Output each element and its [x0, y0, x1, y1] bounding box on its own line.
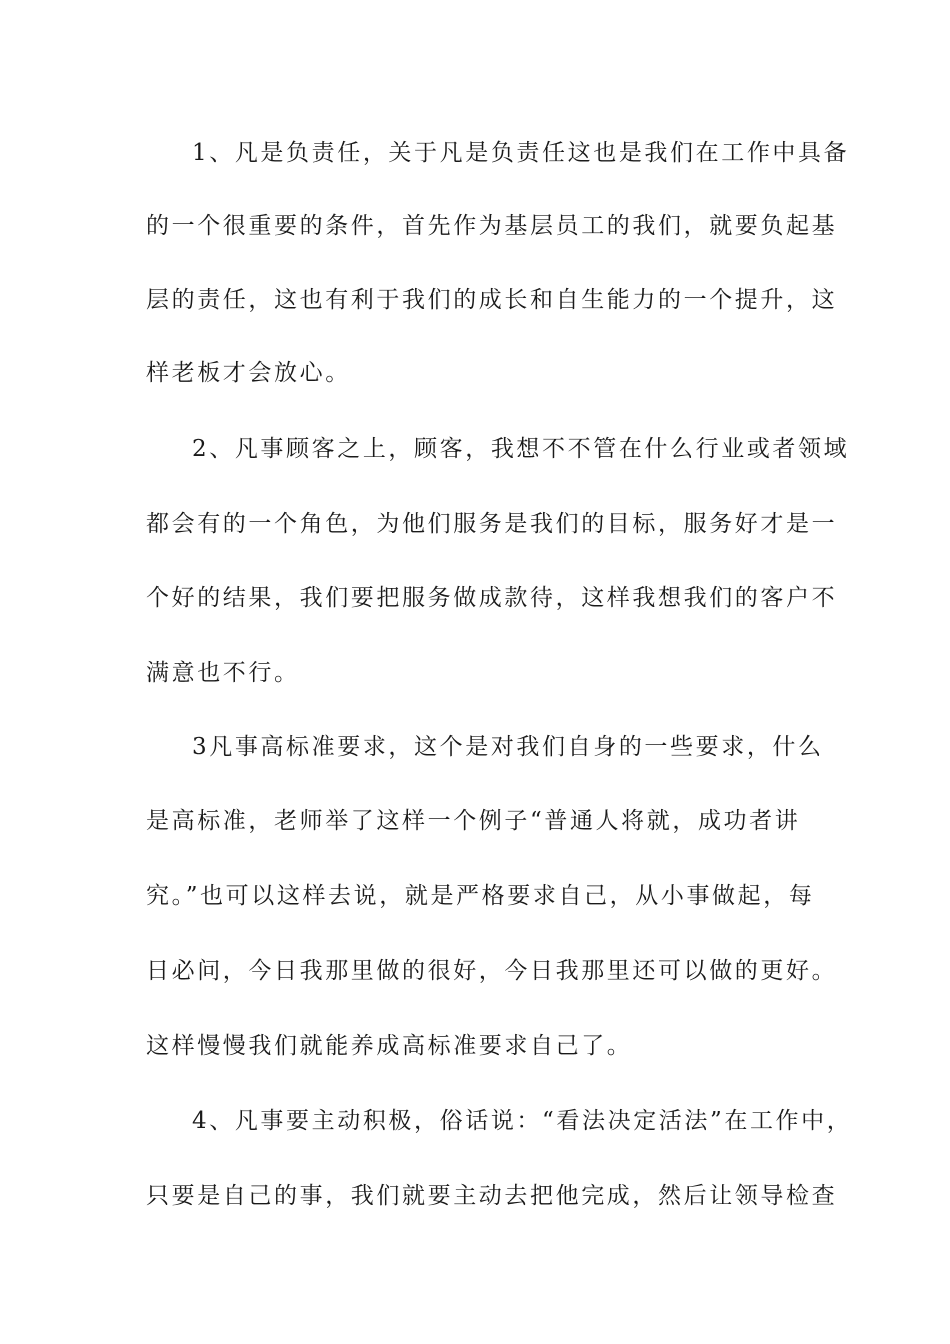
paragraph-2-line-4: 满意也不行。: [146, 660, 300, 686]
paragraph-3-line-1: 3凡事高标准要求，这个是对我们自身的一些要求，什么: [192, 734, 824, 760]
paragraph-1-line-3: 层的责任，这也有利于我们的成长和自生能力的一个提升，这: [146, 287, 838, 313]
paragraph-4-line-1: 4、凡事要主动积极，俗话说：“看法决定活法”在工作中，: [192, 1108, 853, 1134]
paragraph-2-line-1: 2、凡事顾客之上，顾客，我想不不管在什么行业或者领域: [192, 436, 850, 462]
paragraph-4-line-2: 只要是自己的事，我们就要主动去把他完成，然后让领导检查: [146, 1183, 838, 1209]
paragraph-3-line-5: 这样慢慢我们就能养成高标准要求自己了。: [146, 1033, 633, 1059]
paragraph-3-line-4: 日必问，今日我那里做的很好，今日我那里还可以做的更好。: [146, 958, 838, 984]
paragraph-3-line-3: 究。”也可以这样去说，就是严格要求自己，从小事做起，每: [146, 883, 815, 909]
paragraph-1-line-4: 样老板才会放心。: [146, 360, 351, 386]
paragraph-1-line-1: 1、凡是负责任，关于凡是负责任这也是我们在工作中具备: [192, 140, 850, 166]
paragraph-3-line-2: 是高标准，老师举了这样一个例子“普通人将就，成功者讲: [146, 808, 801, 834]
paragraph-2-line-2: 都会有的一个角色，为他们服务是我们的目标，服务好才是一: [146, 511, 838, 537]
paragraph-2-line-3: 个好的结果，我们要把服务做成款待，这样我想我们的客户不: [146, 585, 838, 611]
paragraph-1-line-2: 的一个很重要的条件，首先作为基层员工的我们，就要负起基: [146, 213, 838, 239]
